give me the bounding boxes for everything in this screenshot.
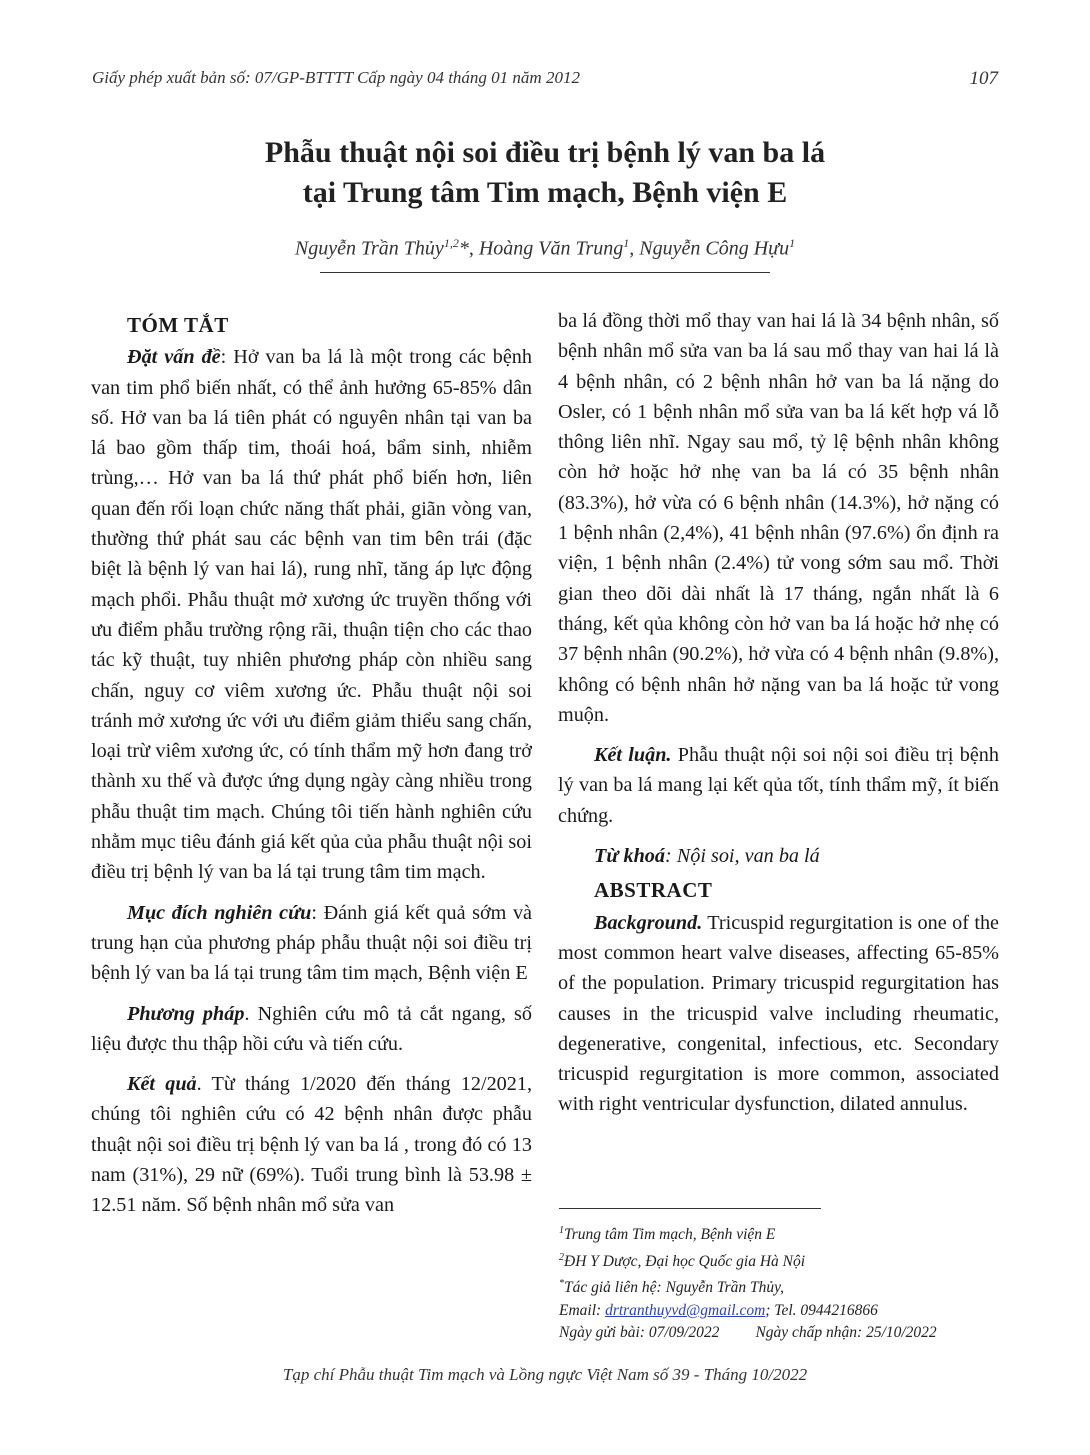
author-affiliation-marker: 1 — [789, 236, 796, 250]
author-list — [0, 236, 1090, 261]
author-affiliation-marker: 1,2 — [443, 236, 459, 250]
corresponding-marker: * — [559, 1278, 564, 1290]
author-affiliation-marker: 1 — [623, 236, 630, 250]
objective-text: : Đánh giá kết quả sớm và trung hạn của phương pháp phẫu thuật nội soi điều trị bệnh lý van ba lá tại trung tâm tim mạch, Bệnh viện E — [91, 901, 532, 985]
article-title-line-2: tại Trung tâm Tim mạch, Bệnh viện E — [302, 176, 788, 209]
affiliation-text: Trung tâm Tim mạch, Bệnh viện E — [564, 1226, 776, 1244]
dates-line — [559, 1322, 999, 1345]
keywords-paragraph — [558, 841, 999, 871]
abstract-background-paragraph — [558, 908, 999, 1120]
author-separator: , — [629, 237, 640, 260]
affiliation-marker: 2 — [559, 1251, 564, 1263]
author-name: Nguyễn Trần Thủy — [294, 237, 444, 260]
affiliation-text: ĐH Y Dược, Đại học Quốc gia Hà Nội — [564, 1252, 806, 1270]
affiliation-2 — [559, 1247, 999, 1274]
corresponding-text: Tác giả liên hệ: Nguyễn Trần Thủy, — [564, 1279, 785, 1297]
methods-text: . Nghiên cứu mô tả cắt ngang, số liệu được thu thập hồi cứu và tiến cứu. — [91, 1002, 532, 1055]
summary-methods-paragraph — [91, 999, 532, 1060]
email-link[interactable]: drtranthuyvd@gmail.com — [605, 1301, 766, 1319]
methods-label: Phương pháp — [127, 1002, 245, 1025]
results-label: Kết quả — [127, 1073, 197, 1096]
background-text: : Hở van ba lá là một trong các bệnh van tim phổ biến nhất, có thể ảnh hưởng 65-85% dân số. Hở van ba lá tiên phát có nguyên nhân tại van ba lá bao gồm thấp tim, thoái hoá, bẩm sinh, nhiễm trùng,… Hở van ba lá thứ phát phổ biến hơn, liên quan đến rối loạn chức năng thất phải, giãn vòng van, thường thứ phát sau các bệnh van tim bên trái (đặc biệt là bệnh lý van hai lá), rung nhĩ, tăng áp lực động mạch phổi. Phẫu thuật mở xương ức truyền thống với ưu điểm phẫu trường rộng rãi, thuận tiện cho các thao tác kỹ thuật, tuy nhiên phương pháp còn nhiều sang chấn, nguy cơ viêm xương ức. Phẫu thuật nội soi tránh mở xương ức với ưu điểm giảm thiểu sang chấn, loại trừ viêm xương ức, có tính thẩm mỹ hơn đang trở thành xu thế và được ứng dụng ngày càng nhiều trong phẫu thuật tim mạch. Chúng tôi tiến hành nghiên cứu nhằm mục tiêu đánh giá kết qủa của phẫu thuật nội soi điều trị bệnh lý van ba lá tại trung tâm tim mạch. — [91, 346, 532, 884]
conclusion-text: Phẫu thuật nội soi nội soi điều trị bệnh lý van ba lá mang lại kết qủa tốt, tính thẩm mỹ, ít biến chứng. — [558, 744, 999, 827]
article-title-line-1: Phẫu thuật nội soi điều trị bệnh lý van ba lá — [264, 136, 826, 169]
page-number: 107 — [969, 68, 998, 89]
accepted-date: Ngày chấp nhận: 25/10/2022 — [755, 1324, 937, 1342]
summary-results-paragraph — [91, 1069, 532, 1220]
keywords-label: Từ khoá — [594, 845, 665, 868]
right-column — [558, 306, 999, 1130]
summary-heading: TÓM TẮT — [127, 313, 229, 337]
summary-background-paragraph — [91, 342, 532, 887]
journal-footer: Tạp chí Phẫu thuật Tim mạch và Lồng ngực Việt Nam số 39 - Tháng 10/2022 — [282, 1365, 808, 1384]
received-date: Ngày gửi bài: 07/09/2022 — [559, 1324, 720, 1342]
affiliation-1 — [559, 1220, 999, 1247]
summary-conclusion-paragraph — [558, 740, 999, 831]
corresponding-author — [559, 1273, 999, 1300]
abstract-background-label: Background. — [594, 911, 703, 934]
left-column — [91, 310, 532, 1231]
abstract-background-text: Tricuspid regurgitation is one of the most common heart valve diseases, affecting 65-85% of the population. Primary tricuspid regurgitation has causes in the tricuspid valve including rheumatic, degenerative, congenital, infectious, etc. Secondary tricuspid regurgitation is more common, associated with right ventricular dysfunction, dilated annulus. — [558, 911, 999, 1116]
author-divider — [320, 272, 770, 273]
author-separator: *, — [458, 237, 479, 260]
results-text: . Từ tháng 1/2020 đến tháng 12/2021, chúng tôi nghiên cứu có 42 bệnh nhân được phẫu thuật nội soi điều trị bệnh lý van ba lá , trong đó có 13 nam (31%), 29 nữ (69%). Tuổi trung bình là 53.98 ± 12.51 năm. Số bệnh nhân mổ sửa van — [91, 1073, 532, 1217]
keywords-text: : Nội soi, van ba lá — [664, 845, 820, 868]
email-label: Email: — [559, 1301, 602, 1319]
summary-results-continued: ba lá đồng thời mổ thay van hai lá là 34 bệnh nhân, số bệnh nhân mổ sửa van ba lá sau mổ thay van hai lá là 4 bệnh nhân, có 2 bệnh nhân hở van ba lá nặng do Osler, có 1 bệnh nhân mổ sửa van ba lá kết hợp vá lỗ thông liên nhĩ. Ngay sau mổ, tỷ lệ bệnh nhân không còn hở hoặc hở nhẹ van ba lá có 35 bệnh nhân (83.3%), hở vừa có 6 bệnh nhân (14.3%), hở nặng có 1 bệnh nhân (2,4%), 41 bệnh nhân (97.6%) ổn định ra viện, 1 bệnh nhân (2.4%) tử vong sớm sau mổ. Thời gian theo dõi dài nhất là 17 tháng, ngắn nhất là 6 tháng, kết qủa không còn hở van ba lá hoặc hở nhẹ có 37 bệnh nhân (90.2%), hở vừa có 4 bệnh nhân (9.8%), không có bệnh nhân hở nặng van ba lá hoặc tử vong muộn. — [558, 310, 999, 726]
summary-objective-paragraph — [91, 898, 532, 989]
footnote-divider — [559, 1208, 821, 1209]
running-header-license: Giấy phép xuất bản số: 07/GP-BTTTT Cấp ngày 04 tháng 01 năm 2012 — [92, 68, 580, 87]
objective-label: Mục đích nghiên cứu — [127, 901, 312, 924]
contact-line — [559, 1300, 999, 1323]
conclusion-label: Kết luận. — [594, 744, 672, 767]
footnotes — [559, 1220, 999, 1345]
background-label: Đặt vấn đề — [127, 346, 221, 369]
author-name: Nguyễn Công Hựu — [639, 237, 790, 260]
abstract-heading: ABSTRACT — [594, 878, 713, 903]
author-name: Hoàng Văn Trung — [478, 237, 624, 260]
telephone: ; Tel. 0944216866 — [765, 1301, 878, 1319]
affiliation-marker: 1 — [559, 1225, 564, 1236]
